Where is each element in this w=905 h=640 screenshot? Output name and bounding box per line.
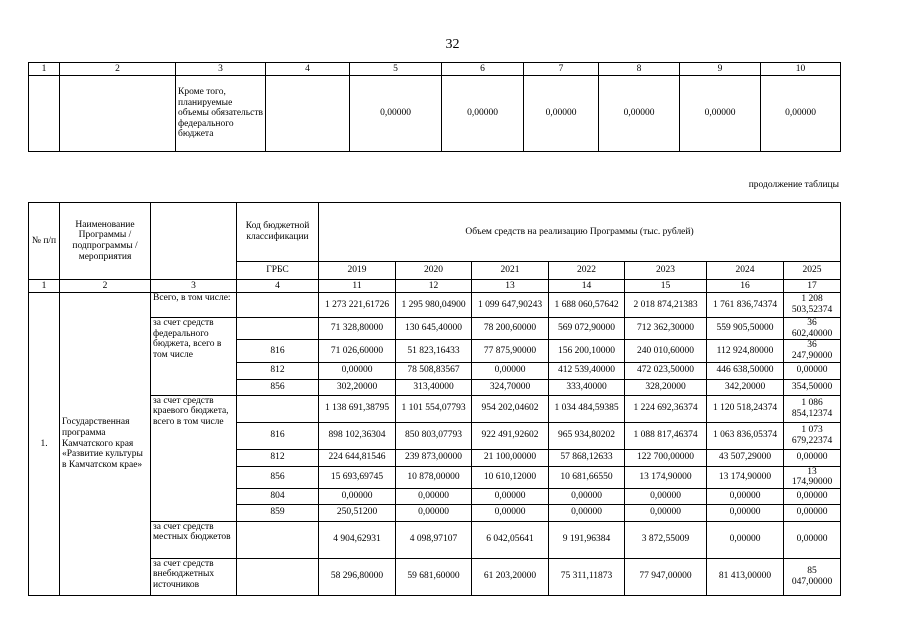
header-code: Код бюджетной классификации [237, 203, 319, 262]
header-year: 2023 [625, 262, 707, 280]
value-cell: 569 072,90000 [549, 318, 625, 340]
value-cell: 1 034 484,59385 [549, 395, 625, 422]
header-grbs: ГРБС [237, 262, 319, 280]
value-cell: 3 872,55009 [625, 521, 707, 558]
col-number-row [29, 280, 841, 293]
grbs-cell: 816 [237, 340, 319, 362]
value-cell: 59 681,60000 [396, 558, 472, 595]
value-cell: 324,70000 [472, 379, 549, 395]
value-cell: 1 208 503,52374 [784, 293, 841, 318]
value-cell: 0,00000 [784, 521, 841, 558]
value-cell: 75 311,11873 [549, 558, 625, 595]
header-empty [151, 203, 237, 280]
source-federal: за счет средств федерального бюджета, всего в том числе [151, 318, 237, 396]
grbs-cell: 812 [237, 449, 319, 466]
value-cell: 0,00000 [524, 76, 599, 152]
value-cell: 6 042,05641 [472, 521, 549, 558]
header-year: 2019 [319, 262, 396, 280]
value-cell: 36 247,90000 [784, 340, 841, 362]
source-local: за счет средств местных бюджетов [151, 521, 237, 558]
top-col-number: 2 [60, 63, 176, 76]
value-cell: 85 047,00000 [784, 558, 841, 595]
value-cell: 36 602,40000 [784, 318, 841, 340]
grbs-cell: 856 [237, 379, 319, 395]
value-cell: 1 295 980,04900 [396, 293, 472, 318]
value-cell: 0,00000 [707, 504, 784, 521]
main-table [28, 202, 841, 596]
page-number: 32 [445, 37, 460, 52]
value-cell: 1 224 692,36374 [625, 395, 707, 422]
value-cell: 71 328,80000 [319, 318, 396, 340]
top-col-number: 10 [761, 63, 841, 76]
value-cell: 57 868,12633 [549, 449, 625, 466]
value-cell: 1 088 817,46374 [625, 422, 707, 449]
value-cell: 130 645,40000 [396, 318, 472, 340]
value-cell: 224 644,81546 [319, 449, 396, 466]
value-cell: 61 203,20000 [472, 558, 549, 595]
value-cell: 0,00000 [396, 488, 472, 504]
value-cell: 0,00000 [319, 488, 396, 504]
value-cell: 4 904,62931 [319, 521, 396, 558]
value-cell: 1 761 836,74374 [707, 293, 784, 318]
value-cell: 0,00000 [472, 504, 549, 521]
header-volume: Объем средств на реализацию Программы (тыс. рублей) [319, 203, 841, 262]
value-cell: 0,00000 [784, 362, 841, 379]
header-num: № п/п [29, 203, 60, 280]
value-cell: 0,00000 [784, 449, 841, 466]
value-cell: 13 174,90000 [707, 466, 784, 488]
value-cell: 0,00000 [549, 504, 625, 521]
value-cell: 0,00000 [784, 488, 841, 504]
value-cell: 9 191,96384 [549, 521, 625, 558]
value-cell: 0,00000 [761, 76, 841, 152]
col-number: 1 [29, 280, 60, 293]
value-cell: 0,00000 [625, 488, 707, 504]
value-cell: 1 101 554,07793 [396, 395, 472, 422]
top-col-number: 5 [350, 63, 442, 76]
header-year: 2025 [784, 262, 841, 280]
value-cell: 0,00000 [784, 504, 841, 521]
value-cell: 354,50000 [784, 379, 841, 395]
value-cell: 0,00000 [472, 362, 549, 379]
value-cell: 1 086 854,12374 [784, 395, 841, 422]
value-cell: 156 200,10000 [549, 340, 625, 362]
value-cell: 412 539,40000 [549, 362, 625, 379]
grbs-cell: 856 [237, 466, 319, 488]
value-cell: 250,51200 [319, 504, 396, 521]
value-cell: 1 073 679,22374 [784, 422, 841, 449]
value-cell: 0,00000 [319, 362, 396, 379]
value-cell: 898 102,36304 [319, 422, 396, 449]
value-cell: 922 491,92602 [472, 422, 549, 449]
value-cell: 1 688 060,57642 [549, 293, 625, 318]
value-cell: 10 610,12000 [472, 466, 549, 488]
header-year: 2022 [549, 262, 625, 280]
col-number: 16 [707, 280, 784, 293]
value-cell: 333,40000 [549, 379, 625, 395]
top-col-number: 9 [680, 63, 761, 76]
value-cell: 559 905,50000 [707, 318, 784, 340]
col-number: 12 [396, 280, 472, 293]
value-cell: 1 120 518,24374 [707, 395, 784, 422]
cell-empty [29, 76, 60, 152]
header-year: 2021 [472, 262, 549, 280]
value-cell: 77 947,00000 [625, 558, 707, 595]
col-number: 11 [319, 280, 396, 293]
value-cell: 78 200,60000 [472, 318, 549, 340]
continuation-label: продолжение таблицы [748, 180, 839, 190]
top-col-number: 6 [442, 63, 524, 76]
source-total: Всего, в том числе: [151, 293, 237, 318]
header-name: Наименование Программы / подпрограммы / мероприятия [60, 203, 151, 280]
value-cell: 0,00000 [680, 76, 761, 152]
col-number: 14 [549, 280, 625, 293]
table-row [29, 521, 841, 558]
value-cell: 58 296,80000 [319, 558, 396, 595]
value-cell: 4 098,97107 [396, 521, 472, 558]
top-col-number: 4 [266, 63, 350, 76]
value-cell: 1 063 836,05374 [707, 422, 784, 449]
top-col-number: 7 [524, 63, 599, 76]
value-cell: 313,40000 [396, 379, 472, 395]
value-cell: 0,00000 [442, 76, 524, 152]
header-row [29, 203, 841, 262]
grbs-cell [237, 293, 319, 318]
value-cell: 2 018 874,21383 [625, 293, 707, 318]
value-cell: 1 099 647,90243 [472, 293, 549, 318]
value-cell: 1 273 221,61726 [319, 293, 396, 318]
col-number: 3 [151, 280, 237, 293]
value-cell: 342,20000 [707, 379, 784, 395]
grbs-cell: 812 [237, 362, 319, 379]
value-cell: 965 934,80202 [549, 422, 625, 449]
row-label: Кроме того, планируемые объемы обязательств федерального бюджета [176, 76, 266, 152]
value-cell: 0,00000 [472, 488, 549, 504]
col-number: 2 [60, 280, 151, 293]
value-cell: 0,00000 [396, 504, 472, 521]
value-cell: 43 507,29000 [707, 449, 784, 466]
value-cell: 78 508,83567 [396, 362, 472, 379]
top-table-header-row [29, 63, 841, 76]
value-cell: 13 174,90000 [784, 466, 841, 488]
grbs-cell [237, 395, 319, 422]
col-number: 4 [237, 280, 319, 293]
source-extra: за счет средств внебюджетных источников [151, 558, 237, 595]
value-cell: 122 700,00000 [625, 449, 707, 466]
top-col-number: 8 [599, 63, 680, 76]
grbs-cell [237, 318, 319, 340]
table-row [29, 558, 841, 595]
value-cell: 712 362,30000 [625, 318, 707, 340]
source-regional: за счет средств краевого бюджета, всего в том числе [151, 395, 237, 521]
top-col-number: 1 [29, 63, 60, 76]
top-table-row [29, 76, 841, 152]
col-number: 15 [625, 280, 707, 293]
value-cell: 51 823,16433 [396, 340, 472, 362]
col-number: 13 [472, 280, 549, 293]
grbs-cell: 816 [237, 422, 319, 449]
value-cell: 0,00000 [599, 76, 680, 152]
top-col-number: 3 [176, 63, 266, 76]
grbs-cell: 804 [237, 488, 319, 504]
value-cell: 302,20000 [319, 379, 396, 395]
value-cell: 239 873,00000 [396, 449, 472, 466]
value-cell: 81 413,00000 [707, 558, 784, 595]
value-cell: 13 174,90000 [625, 466, 707, 488]
value-cell: 77 875,90000 [472, 340, 549, 362]
table-row [29, 293, 841, 318]
value-cell: 0,00000 [707, 488, 784, 504]
table-row [29, 395, 841, 422]
value-cell: 328,20000 [625, 379, 707, 395]
value-cell: 0,00000 [350, 76, 442, 152]
value-cell: 240 010,60000 [625, 340, 707, 362]
cell-empty [266, 76, 350, 152]
value-cell: 0,00000 [549, 488, 625, 504]
col-number: 17 [784, 280, 841, 293]
grbs-cell [237, 558, 319, 595]
value-cell: 10 878,00000 [396, 466, 472, 488]
value-cell: 112 924,80000 [707, 340, 784, 362]
value-cell: 1 138 691,38795 [319, 395, 396, 422]
grbs-cell [237, 521, 319, 558]
value-cell: 954 202,04602 [472, 395, 549, 422]
table-row [29, 318, 841, 340]
header-year: 2020 [396, 262, 472, 280]
top-table [28, 62, 841, 152]
value-cell: 21 100,00000 [472, 449, 549, 466]
header-year: 2024 [707, 262, 784, 280]
value-cell: 0,00000 [707, 521, 784, 558]
grbs-cell: 859 [237, 504, 319, 521]
value-cell: 15 693,69745 [319, 466, 396, 488]
value-cell: 446 638,50000 [707, 362, 784, 379]
cell-empty [60, 76, 176, 152]
value-cell: 71 026,60000 [319, 340, 396, 362]
program-name: Государственная программа Камчатского края «Развитие культуры в Камчатском крае» [60, 293, 151, 596]
value-cell: 10 681,66550 [549, 466, 625, 488]
value-cell: 850 803,07793 [396, 422, 472, 449]
program-number: 1. [29, 293, 60, 596]
value-cell: 472 023,50000 [625, 362, 707, 379]
value-cell: 0,00000 [625, 504, 707, 521]
